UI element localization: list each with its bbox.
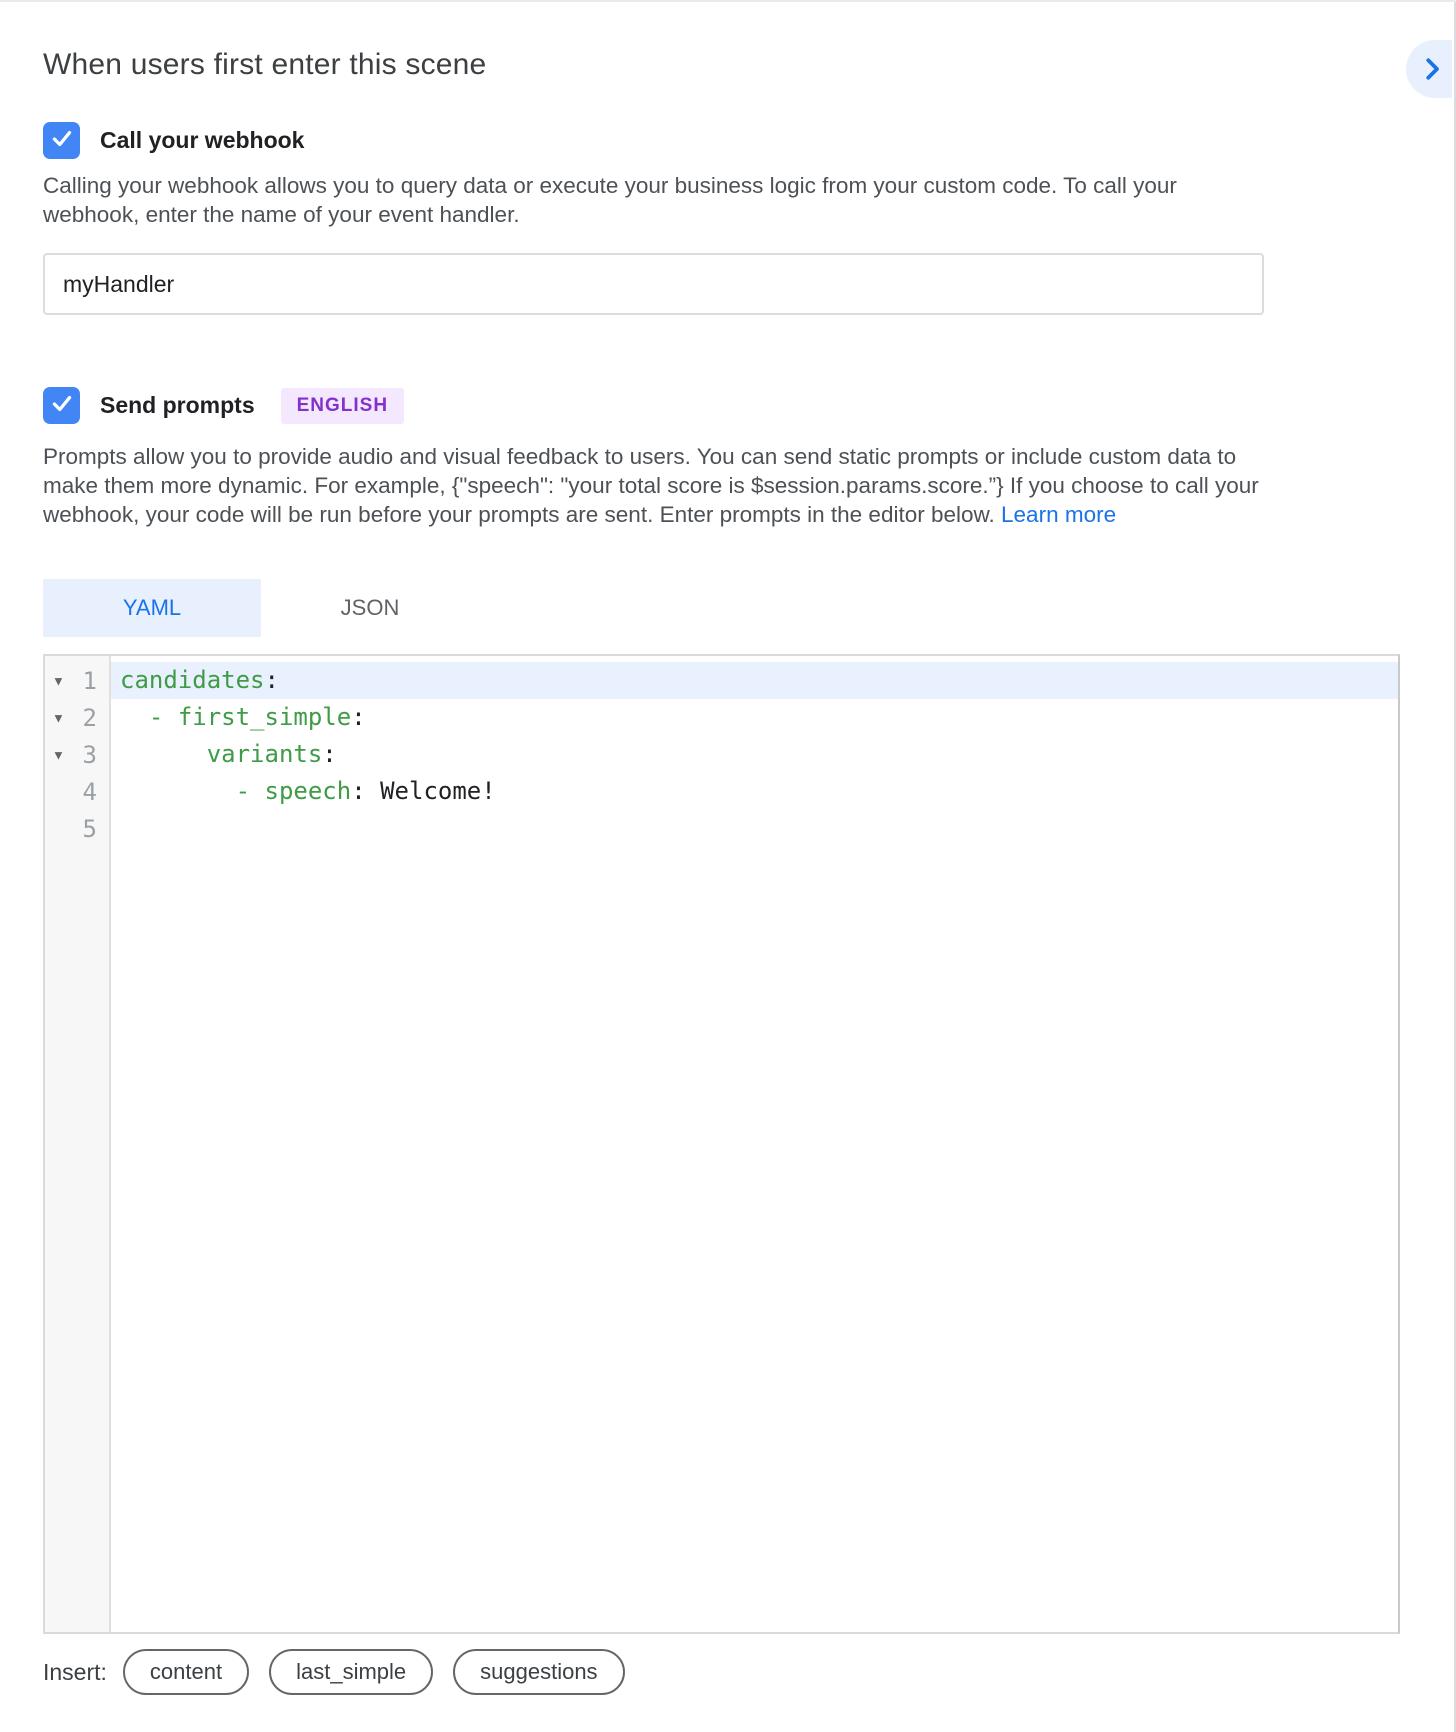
tab-yaml[interactable]: YAML	[43, 579, 261, 637]
insert-chip-content[interactable]: content	[123, 1649, 249, 1695]
editor-gutter	[45, 656, 111, 1632]
send-prompts-label: Send prompts	[100, 392, 255, 418]
code-line[interactable]: variants:	[206, 740, 337, 768]
prompt-code-editor[interactable]	[43, 654, 1400, 1634]
code-line[interactable]: - first_simple:	[148, 703, 366, 731]
fold-arrow-icon[interactable]: ▼	[52, 747, 65, 762]
gutter-row	[45, 773, 109, 810]
code-line[interactable]	[111, 810, 1398, 847]
fold-arrow-icon[interactable]: ▼	[52, 710, 65, 725]
learn-more-link[interactable]: Learn more	[1001, 502, 1117, 527]
line-number: 1	[82, 666, 97, 695]
chevron-right-icon	[1417, 54, 1447, 84]
insert-chip-suggestions[interactable]: suggestions	[453, 1649, 624, 1695]
code-line[interactable]: candidates:	[111, 662, 1398, 699]
gutter-row	[45, 662, 109, 699]
prompts-description-text: Prompts allow you to provide audio and visual feedback to users. You can send static prompts or include custom data to make them more dynamic. For example, {"speech": "your total score is $session.params.score.”} If you choose to call your webhook, your code will be run before your prompts are sent. Enter prompts in the editor below.	[43, 444, 1259, 527]
prompts-description	[43, 442, 1265, 529]
event-handler-input[interactable]	[43, 253, 1264, 315]
checkmark-icon	[49, 125, 75, 156]
gutter-row	[45, 736, 109, 773]
checkmark-icon	[49, 390, 75, 421]
collapse-panel-button[interactable]	[1406, 40, 1452, 98]
line-number: 4	[82, 777, 97, 806]
call-webhook-row	[43, 122, 1398, 159]
line-number: 3	[82, 740, 97, 769]
editor-code-area[interactable]	[111, 656, 1398, 1632]
editor-format-tabs	[43, 579, 1398, 637]
webhook-description: Calling your webhook allows you to query data or execute your business logic from your custom code. To call your webhook, enter the name of your event handler.	[43, 173, 1177, 227]
tab-json[interactable]: JSON	[261, 579, 479, 637]
fold-arrow-icon[interactable]: ▼	[52, 673, 65, 688]
send-prompts-checkbox[interactable]	[43, 387, 80, 424]
gutter-row	[45, 699, 109, 736]
insert-chip-last_simple[interactable]: last_simple	[269, 1649, 433, 1695]
line-number: 5	[82, 814, 97, 843]
call-webhook-checkbox[interactable]	[43, 122, 80, 159]
language-badge: ENGLISH	[281, 388, 404, 424]
insert-label: Insert:	[43, 1658, 107, 1685]
code-line[interactable]: - speech: Welcome!	[235, 777, 496, 805]
send-prompts-row	[43, 387, 1398, 424]
line-number: 2	[82, 703, 97, 732]
call-webhook-label: Call your webhook	[100, 127, 305, 153]
page-title: When users first enter this scene	[43, 48, 487, 81]
insert-bar	[43, 1649, 1398, 1695]
scene-enter-panel	[0, 2, 1456, 1732]
gutter-row	[45, 810, 109, 847]
